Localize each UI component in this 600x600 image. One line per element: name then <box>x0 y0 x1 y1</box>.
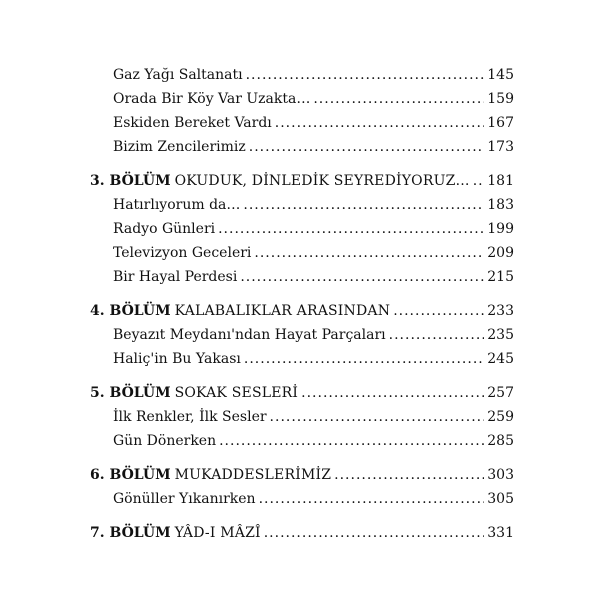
chapter-page: 331 <box>487 525 514 541</box>
table-of-contents <box>90 63 514 545</box>
toc-entry-page: 209 <box>487 245 514 261</box>
toc-entry-title: Gönüller Yıkanırken <box>113 491 256 507</box>
toc-entry-title: Eskiden Bereket Vardı <box>113 115 272 131</box>
toc-entry-page: 159 <box>487 91 514 107</box>
toc-chapter-4 <box>90 299 514 323</box>
dot-leader <box>473 169 485 193</box>
toc-entry <box>90 405 514 429</box>
dot-leader <box>240 265 484 289</box>
chapter-title: SOKAK SESLERİ <box>174 385 299 401</box>
chapter-title: OKUDUK, DİNLEDİK SEYREDİYORUZ… <box>174 173 470 189</box>
chapter-page: 181 <box>487 173 514 189</box>
toc-entry-page: 167 <box>487 115 514 131</box>
dot-leader <box>313 87 484 111</box>
toc-chapter-7 <box>90 521 514 545</box>
dot-leader <box>243 193 484 217</box>
toc-entry-title: Gaz Yağı Saltanatı <box>113 67 243 83</box>
dot-leader <box>249 135 485 159</box>
toc-entry <box>90 265 514 289</box>
dot-leader <box>219 429 484 453</box>
chapter-page: 257 <box>487 385 514 401</box>
toc-entry-page: 259 <box>487 409 514 425</box>
toc-entry <box>90 347 514 371</box>
toc-entry-page: 145 <box>487 67 514 83</box>
toc-entry-page: 285 <box>487 433 514 449</box>
toc-entry-page: 305 <box>487 491 514 507</box>
toc-entry-page: 173 <box>487 139 514 155</box>
chapter-title: MUKADDESLERİMİZ <box>174 467 332 483</box>
toc-entry-title: Bizim Zencilerimiz <box>113 139 246 155</box>
dot-leader <box>259 487 485 511</box>
dot-leader <box>393 299 484 323</box>
toc-entry <box>90 241 514 265</box>
dot-leader <box>301 381 484 405</box>
toc-entry-page: 235 <box>487 327 514 343</box>
toc-entry <box>90 323 514 347</box>
toc-entry-page: 215 <box>487 269 514 285</box>
toc-entry <box>90 487 514 511</box>
chapter-page: 233 <box>487 303 514 319</box>
toc-entry-page: 199 <box>487 221 514 237</box>
chapter-page: 303 <box>487 467 514 483</box>
toc-entry <box>90 87 514 111</box>
toc-entry-title: Bir Hayal Perdesi <box>113 269 238 285</box>
chapter-label: 4. BÖLÜM <box>90 303 171 319</box>
toc-entry-title: Orada Bir Köy Var Uzakta… <box>113 91 311 107</box>
dot-leader <box>246 63 485 87</box>
dot-leader <box>275 111 484 135</box>
toc-entry-title: Beyazıt Meydanı'ndan Hayat Parçaları <box>113 327 386 343</box>
toc-entry <box>90 429 514 453</box>
toc-entry-page: 245 <box>487 351 514 367</box>
toc-entry-title: Hatırlıyorum da… <box>113 197 241 213</box>
chapter-label: 7. BÖLÜM <box>90 525 171 541</box>
dot-leader <box>270 405 485 429</box>
chapter-label: 5. BÖLÜM <box>90 385 171 401</box>
toc-entry <box>90 111 514 135</box>
toc-entry <box>90 193 514 217</box>
toc-entry-title: İlk Renkler, İlk Sesler <box>113 409 267 425</box>
toc-entry <box>90 63 514 87</box>
toc-entry-title: Radyo Günleri <box>113 221 216 237</box>
toc-entry-title: Televizyon Geceleri <box>113 245 252 261</box>
dot-leader <box>334 463 484 487</box>
chapter-title: KALABALIKLAR ARASINDAN <box>174 303 391 319</box>
toc-entry-title: Haliç'in Bu Yakası <box>113 351 241 367</box>
chapter-title: YÂD-I MÂZÎ <box>174 525 261 541</box>
toc-chapter-3 <box>90 169 514 193</box>
dot-leader <box>264 521 485 545</box>
toc-entry <box>90 135 514 159</box>
toc-entry-page: 183 <box>487 197 514 213</box>
chapter-label: 3. BÖLÜM <box>90 173 171 189</box>
toc-chapter-5 <box>90 381 514 405</box>
toc-chapter-6 <box>90 463 514 487</box>
dot-leader <box>389 323 485 347</box>
dot-leader <box>218 217 484 241</box>
toc-entry <box>90 217 514 241</box>
dot-leader <box>254 241 484 265</box>
chapter-label: 6. BÖLÜM <box>90 467 171 483</box>
toc-entry-title: Gün Dönerken <box>113 433 217 449</box>
dot-leader <box>244 347 484 371</box>
